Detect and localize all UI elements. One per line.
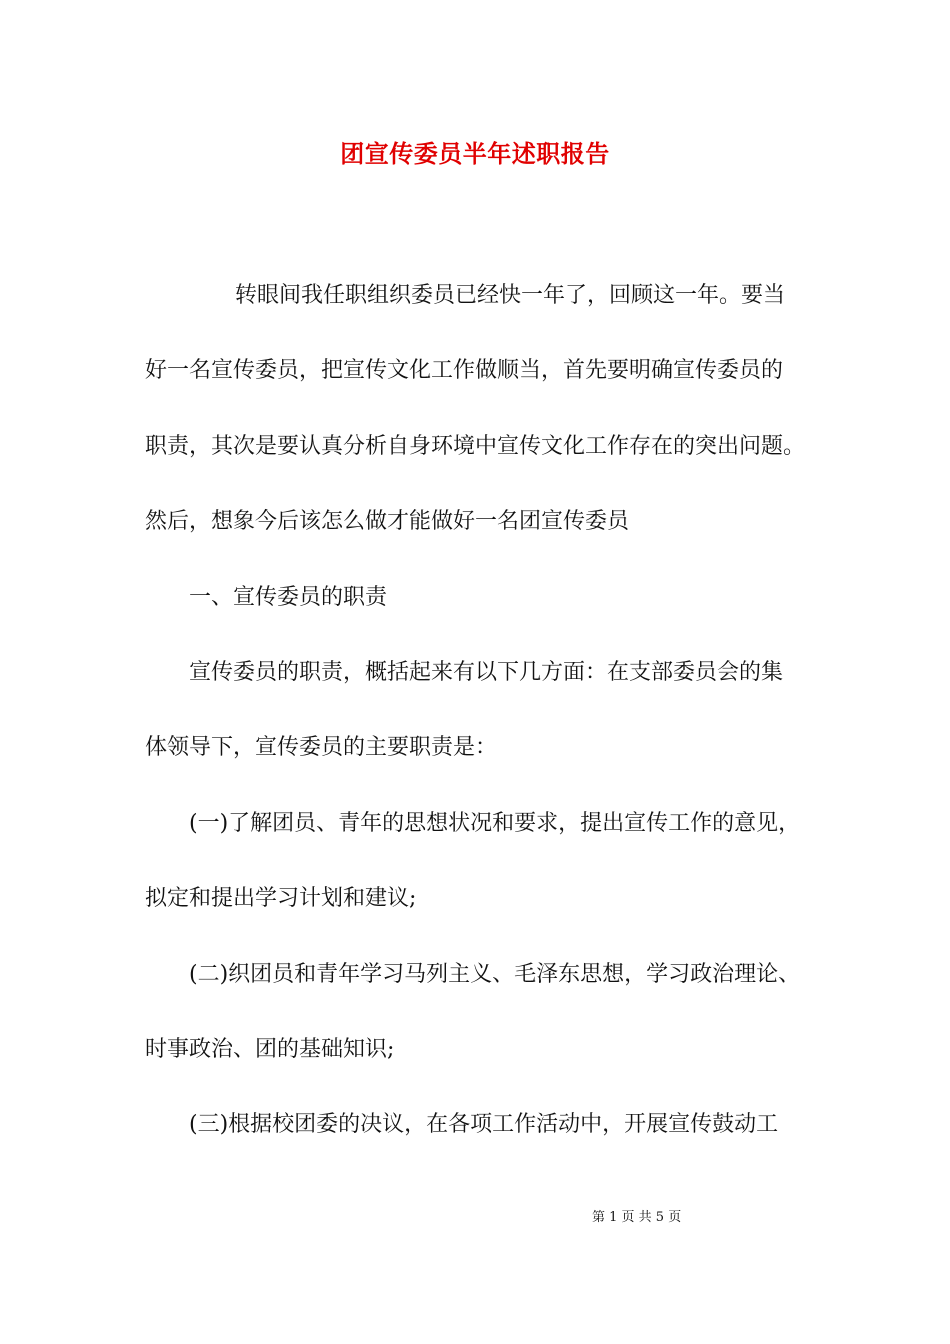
list-item-line: 时事政治、团的基础知识;: [145, 1036, 395, 1062]
list-item-line: (三)根据校团委的决议，在各项工作活动中，开展宣传鼓动工: [189, 1112, 779, 1138]
document-body: [145, 274, 813, 1179]
paragraph-line: 职责，其次是要认真分析自身环境中宣传文化工作存在的突出问题。: [145, 433, 806, 459]
paragraph-line: 转眼间我任职组织委员已经快一年了，回顾这一年。要当: [235, 283, 786, 308]
document-title: 团宣传委员半年述职报告: [340, 139, 610, 168]
list-item-line: (二)织团员和青年学习马列主义、毛泽东思想，学习政治理论、: [189, 961, 801, 987]
paragraph-line: 好一名宣传委员，把宣传文化工作做顺当，首先要明确宣传委员的: [145, 358, 784, 384]
list-item-line: (一)了解团员、青年的思想状况和要求，提出宣传工作的意见，: [189, 810, 801, 836]
page-number-footer: 第 1 页 共 5 页: [592, 1210, 682, 1225]
section-heading: 一、宣传委员的职责: [189, 584, 388, 610]
paragraph-line: 体领导下，宣传委员的主要职责是：: [145, 735, 498, 761]
list-item-line: 拟定和提出学习计划和建议;: [145, 886, 417, 912]
paragraph-line: 宣传委员的职责，概括起来有以下几方面：在支部委员会的集: [189, 659, 784, 685]
paragraph-line: 然后，想象今后该怎么做才能做好一名团宣传委员: [145, 509, 630, 535]
